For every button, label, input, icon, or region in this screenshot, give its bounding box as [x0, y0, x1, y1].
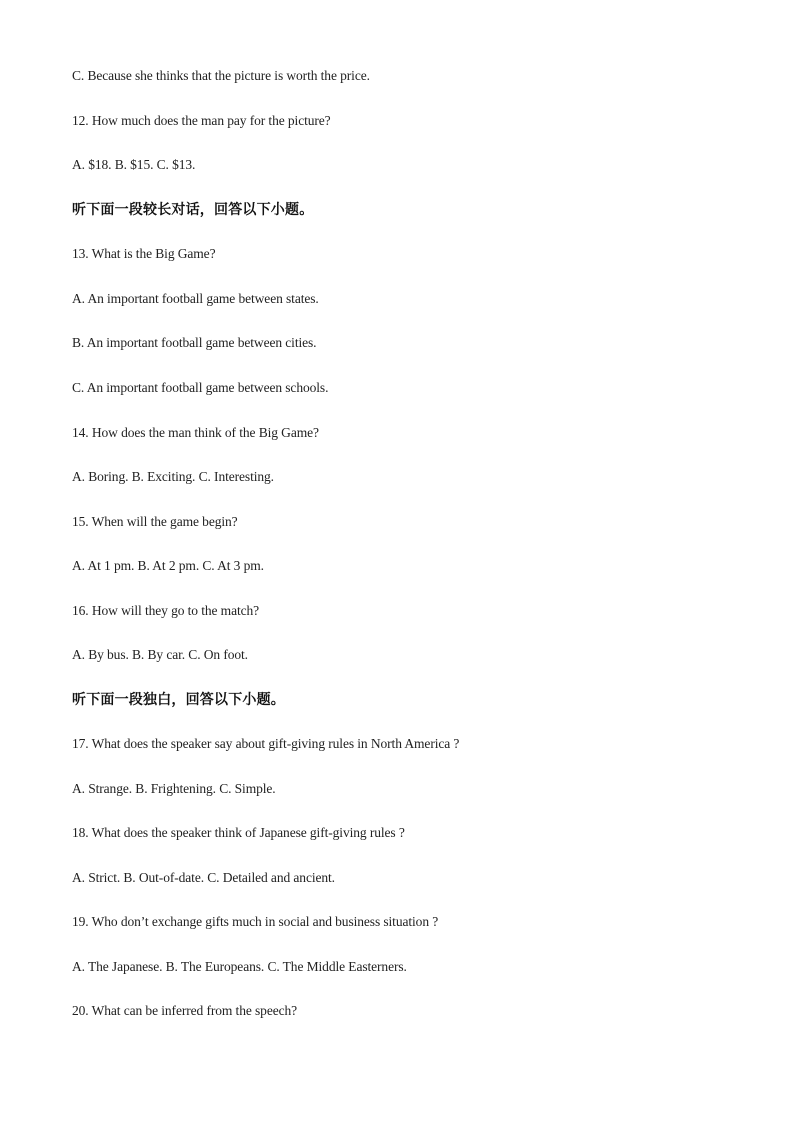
q16-question: 16. How will they go to the match?: [72, 603, 260, 618]
q15-question: 15. When will the game begin?: [72, 514, 238, 529]
q13-option-c: C. An important football game between schools.: [72, 380, 329, 395]
section-heading-dialogue: 听下面一段较长对话，回答以下小题。: [72, 202, 314, 218]
q13-option-b: B. An important football game between cities.: [72, 335, 317, 350]
q12-question: 12. How much does the man pay for the picture?: [72, 113, 331, 128]
q19-question: 19. Who don’t exchange gifts much in social and business situation ?: [72, 914, 439, 929]
q19-options: A. The Japanese. B. The Europeans. C. The Middle Easterners.: [72, 959, 407, 974]
section-heading-monologue: 听下面一段独白，回答以下小题。: [72, 692, 285, 708]
q18-question: 18. What does the speaker think of Japanese gift-giving rules ?: [72, 825, 405, 840]
q15-options: A. At 1 pm. B. At 2 pm. C. At 3 pm.: [72, 558, 264, 573]
q14-options: A. Boring. B. Exciting. C. Interesting.: [72, 469, 274, 484]
q12-options: A. $18. B. $15. C. $13.: [72, 157, 196, 172]
q20-question: 20. What can be inferred from the speech?: [72, 1003, 298, 1018]
q18-options: A. Strict. B. Out-of-date. C. Detailed and ancient.: [72, 870, 335, 885]
q14-question: 14. How does the man think of the Big Game?: [72, 425, 319, 440]
q13-option-a: A. An important football game between states.: [72, 291, 319, 306]
q16-options: A. By bus. B. By car. C. On foot.: [72, 647, 248, 662]
q11-option-c: C. Because she thinks that the picture is worth the price.: [72, 68, 370, 83]
q13-question: 13. What is the Big Game?: [72, 246, 216, 261]
q17-question: 17. What does the speaker say about gift-giving rules in North America ?: [72, 736, 460, 751]
q17-options: A. Strange. B. Frightening. C. Simple.: [72, 781, 276, 796]
